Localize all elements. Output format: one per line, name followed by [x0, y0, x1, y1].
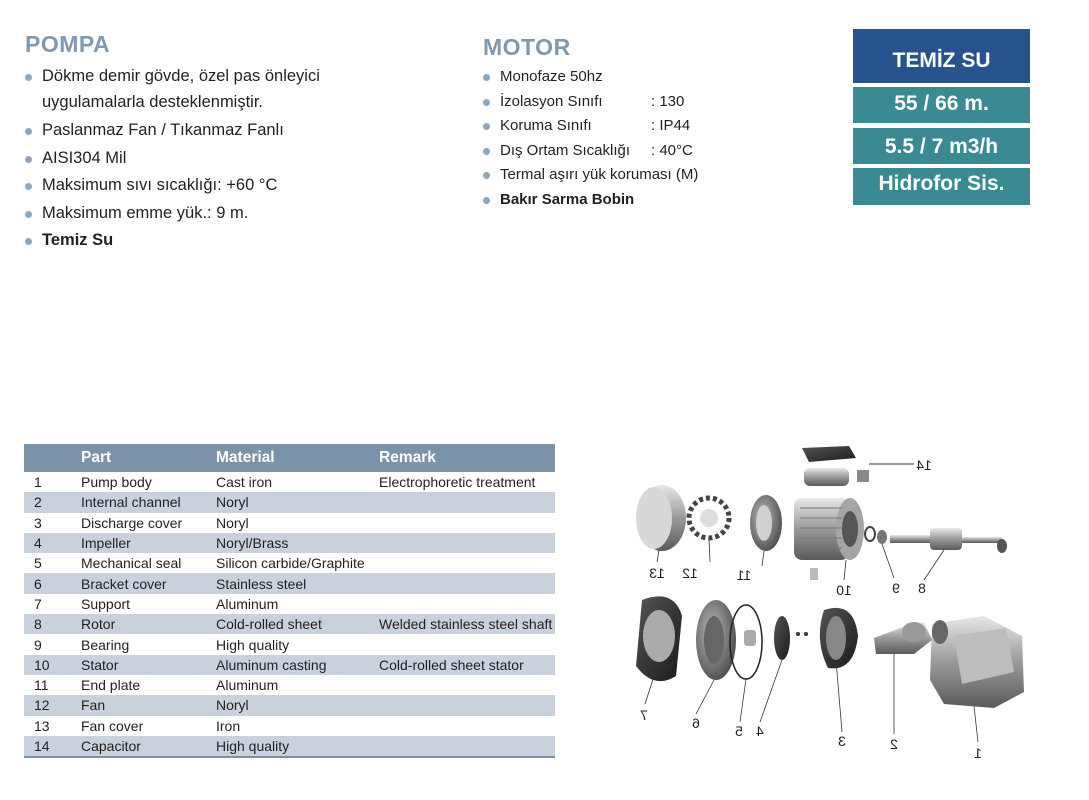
cell-remark: Welded stainless steel shaft: [379, 614, 555, 634]
cell-material: Iron: [216, 717, 241, 734]
rotor-part: [890, 528, 1007, 553]
badge-clean-water: TEMİZ SU: [853, 29, 1030, 83]
diagram-label-11: 11: [736, 567, 752, 583]
table-header-row: [24, 444, 555, 472]
fan-part: [689, 498, 729, 538]
cell-part: Fan cover: [81, 717, 144, 734]
pompa-feature: AISI304 Mil: [25, 145, 405, 173]
cell-remark: [379, 553, 555, 573]
motor-specs: [483, 65, 823, 212]
cell-material: Cast iron: [216, 474, 273, 491]
cell-no: 13: [34, 717, 50, 734]
cell-material: High quality: [216, 736, 379, 757]
cell-part: Internal channel: [81, 492, 216, 512]
cell-no: 11: [34, 677, 49, 694]
badge-application: Hidrofor Sis.: [853, 168, 1030, 205]
table-row: [24, 513, 555, 533]
cell-remark: Electrophoretic treatment: [379, 474, 536, 491]
pompa-feature: Temiz Su: [25, 227, 405, 255]
cell-part: Fan: [81, 695, 216, 715]
cell-remark: [379, 695, 555, 715]
bullet-icon: [483, 172, 490, 179]
cell-material: Aluminum casting: [216, 655, 379, 675]
pompa-title: POMPA: [25, 31, 111, 57]
cell-remark: [379, 675, 555, 695]
cell-no: 8: [24, 614, 81, 634]
diagram-label-14: 14: [916, 457, 932, 473]
motor-spec: İzolasyon Sınıfı : 130: [483, 90, 823, 115]
cell-material: Noryl/Brass: [216, 533, 379, 553]
bullet-icon: [25, 183, 32, 190]
col-header-material: Material: [216, 444, 379, 472]
table-row: [24, 492, 555, 512]
pompa-feature: Paslanmaz Fan / Tıkanmaz Fanlı: [25, 117, 405, 145]
table-row: [24, 655, 555, 675]
motor-spec: Dış Ortam Sıcaklığı : 40°C: [483, 139, 823, 164]
bullet-icon: [483, 74, 490, 81]
cell-material: Noryl: [216, 695, 379, 715]
diagram-label-13: 13: [649, 565, 665, 581]
diagram-label-5: 5: [735, 723, 743, 739]
cell-remark: [379, 533, 555, 553]
table-row: [24, 553, 555, 573]
cell-part: Rotor: [81, 614, 216, 634]
bullet-icon: [25, 238, 32, 245]
table-row: [24, 573, 555, 593]
bullet-icon: [25, 74, 32, 81]
stator-part: [794, 498, 864, 580]
table-row: [24, 594, 555, 614]
exploded-pump-diagram: [614, 440, 1034, 770]
bearing-part: [865, 527, 887, 544]
pompa-feature: Maksimum sıvı sıcaklığı: +60 °C: [25, 172, 405, 200]
cell-no: 14: [24, 736, 81, 757]
col-header-part: Part: [81, 444, 216, 472]
diagram-label-10: 10: [836, 582, 852, 598]
motor-spec: Termal aşırı yük koruması (M): [483, 163, 823, 188]
bullet-icon: [25, 156, 32, 163]
diagram-label-1: 1: [974, 745, 982, 761]
diagram-label-8: 8: [918, 580, 926, 596]
table-row: [24, 614, 555, 634]
cell-no: 12: [24, 695, 81, 715]
cell-no: 7: [34, 595, 42, 612]
table-row: [24, 675, 555, 695]
internal-channel-part: [874, 622, 932, 654]
diagram-label-7: 7: [640, 707, 648, 723]
cell-material: Noryl: [216, 492, 379, 512]
cell-part: Discharge cover: [81, 514, 183, 531]
pump-body-part: [930, 616, 1024, 708]
cell-material: Aluminum: [216, 595, 279, 612]
cell-material: Cold-rolled sheet: [216, 614, 379, 634]
cell-no: 5: [34, 555, 42, 572]
table-row: [24, 736, 555, 757]
cell-material: Noryl: [216, 514, 249, 531]
cell-remark: [379, 634, 555, 654]
motor-spec: Koruma Sınıfı : IP44: [483, 114, 823, 139]
motor-spec: Monofaze 50hz: [483, 65, 823, 90]
diagram-label-12: 12: [682, 565, 698, 581]
pompa-feature: Dökme demir gövde, özel pas önleyici uygulamalarla desteklenmiştir.: [25, 63, 405, 115]
cell-no: 2: [24, 492, 81, 512]
cell-part: Capacitor: [81, 736, 216, 757]
cell-no: 6: [24, 573, 81, 593]
diagram-label-2: 2: [890, 736, 898, 752]
motor-title: MOTOR: [483, 34, 571, 60]
motor-spec: Bakır Sarma Bobin: [483, 188, 823, 213]
diagram-label-4: 4: [756, 723, 764, 739]
cell-remark: [379, 716, 555, 736]
cell-remark: [379, 573, 555, 593]
cell-part: Stator: [81, 655, 216, 675]
cell-no: 9: [34, 636, 42, 653]
cell-no: 3: [34, 514, 42, 531]
cell-part: Pump body: [81, 474, 152, 491]
col-header-no: [24, 444, 81, 472]
pompa-feature: Maksimum emme yük.: 9 m.: [25, 200, 405, 228]
cell-remark: [379, 492, 555, 512]
capacitor-part: [802, 446, 914, 486]
cell-part: Mechanical seal: [81, 555, 182, 572]
cell-no: 1: [34, 474, 42, 491]
bullet-icon: [25, 128, 32, 135]
cell-material: Silicon carbide/Graphite: [216, 555, 365, 572]
cell-part: Bearing: [81, 636, 130, 653]
cell-material: High quality: [216, 636, 290, 653]
cell-remark: [379, 513, 555, 533]
support-part: [636, 596, 682, 681]
cell-part: End plate: [81, 677, 141, 694]
cell-remark: [379, 736, 555, 757]
table-row: [24, 533, 555, 553]
impeller-part: [774, 616, 808, 660]
fan-cover-part: [636, 485, 686, 551]
badge-flow: 5.5 / 7 m3/h: [853, 128, 1030, 164]
diagram-label-3: 3: [838, 733, 846, 749]
table-row: [24, 695, 555, 715]
bullet-icon: [25, 211, 32, 218]
table-row: [24, 472, 555, 492]
badge-head: 55 / 66 m.: [853, 87, 1030, 123]
cell-material: Stainless steel: [216, 573, 379, 593]
col-header-remark: Remark: [379, 444, 555, 472]
end-plate-part: [750, 495, 782, 551]
table-row: [24, 716, 555, 736]
parts-table: [24, 444, 555, 758]
cell-remark: [379, 594, 555, 614]
cell-no: 4: [24, 533, 81, 553]
pompa-features: [25, 63, 405, 255]
table-row: [24, 634, 555, 654]
diagram-label-9: 9: [892, 580, 900, 596]
cell-material: Aluminum: [216, 677, 279, 694]
bullet-icon: [483, 123, 490, 130]
cell-no: 10: [24, 655, 81, 675]
bullet-icon: [483, 197, 490, 204]
cell-remark: Cold-rolled sheet stator: [379, 655, 555, 675]
bullet-icon: [483, 148, 490, 155]
diagram-label-6: 6: [692, 715, 700, 731]
cell-part: Impeller: [81, 533, 216, 553]
bullet-icon: [483, 99, 490, 106]
discharge-cover-part: [820, 608, 858, 669]
cell-part: Support: [81, 595, 131, 612]
cell-part: Bracket cover: [81, 573, 216, 593]
